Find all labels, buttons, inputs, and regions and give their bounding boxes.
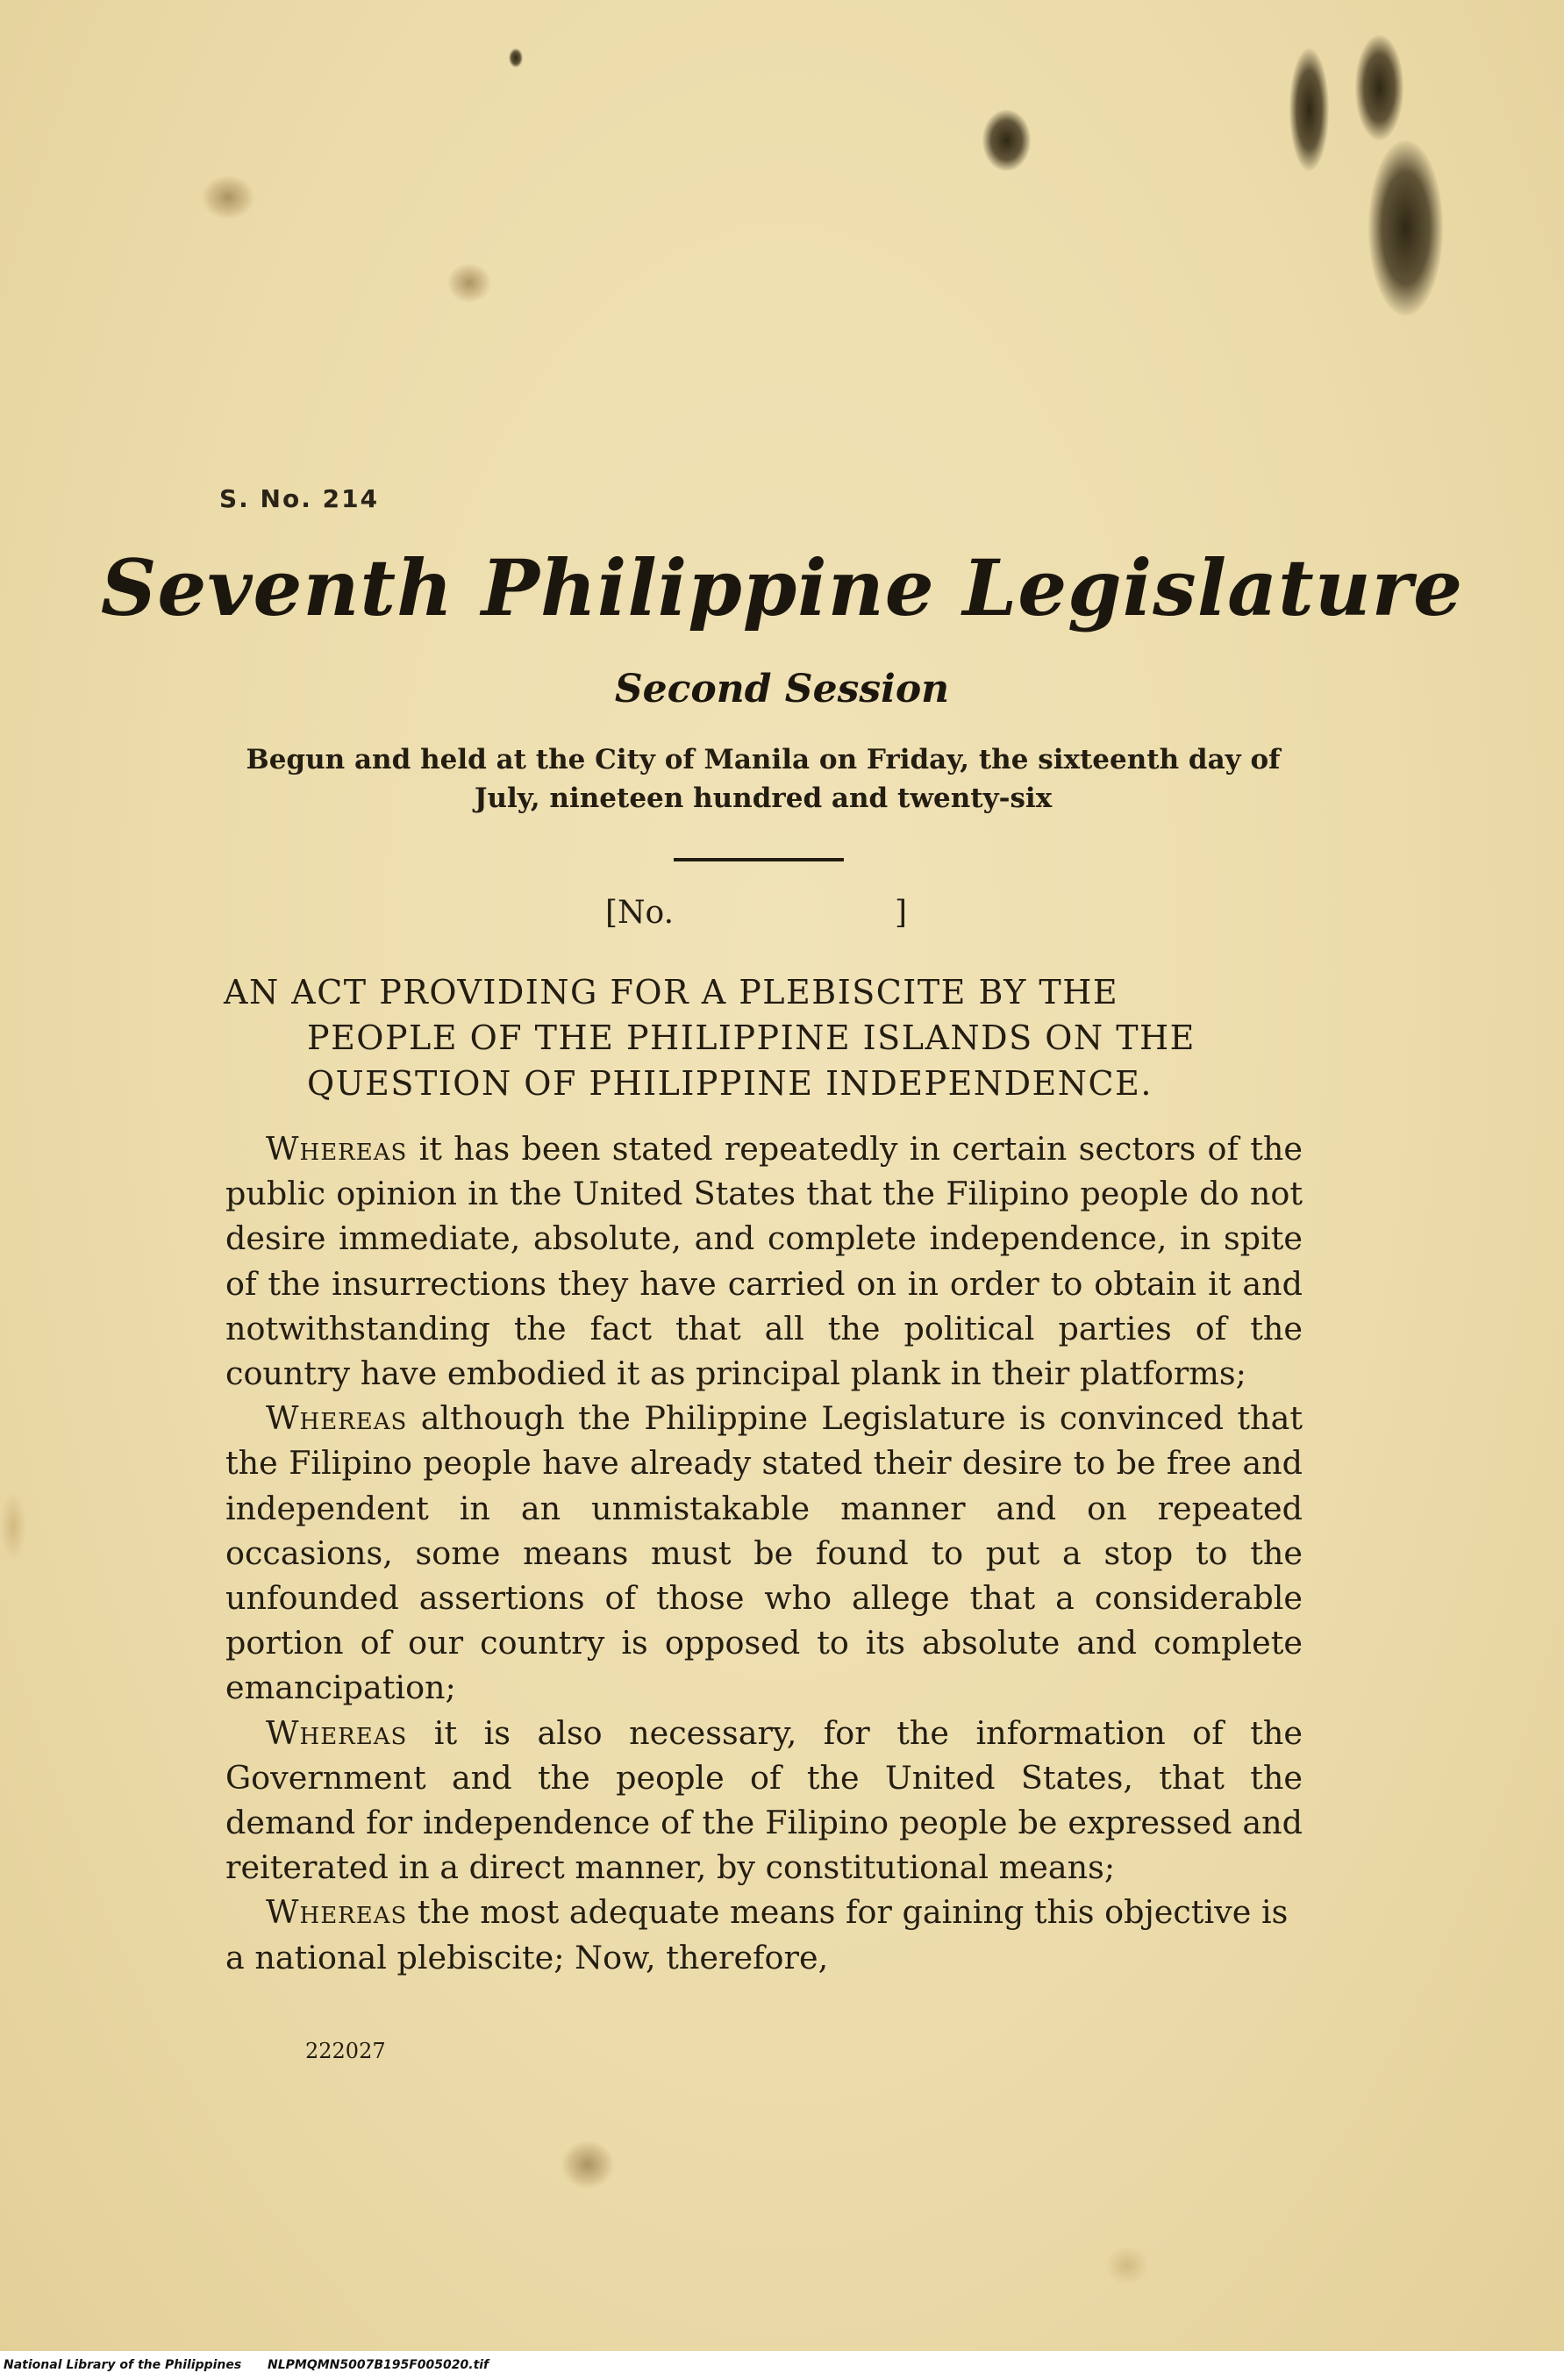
act-title: [224, 969, 1303, 1106]
ink-stain: [1289, 48, 1329, 171]
act-number-close: ]: [895, 895, 908, 931]
whereas-clause: [225, 1890, 1303, 1979]
library-credit: National Library of the Philippines: [4, 2358, 242, 2372]
whereas-clause: [225, 1396, 1303, 1710]
act-title-line: QUESTION OF PHILIPPINE INDEPENDENCE.: [307, 1064, 1153, 1103]
water-stain: [1105, 2246, 1149, 2285]
water-stain: [447, 263, 491, 303]
whereas-text: it is also necessary, for the information of the Government and the people of the United States, that the demand for independence of the Filipino people be expressed and reiterated in a direct manner, by constitutional means;: [225, 1713, 1303, 1887]
whereas-clause: [225, 1126, 1303, 1396]
whereas-lead: Whereas: [266, 1893, 408, 1932]
water-stain: [202, 175, 254, 219]
preamble: [225, 1126, 1303, 1980]
water-stain: [561, 2141, 614, 2189]
whereas-text: it has been stated repeatedly in certain sectors of the public opinion in the United States that the Filipino people do not desire immediate, absolute, and complete independence, in spite of the insurrections they have carried on in order to obtain it and notwithstanding the fact that all the political parties of the country have embodied it as principal plank in their platforms;: [225, 1130, 1303, 1393]
ink-stain: [1368, 140, 1443, 316]
whereas-lead: Whereas: [266, 1399, 408, 1438]
act-title-line: AN ACT PROVIDING FOR A PLEBISCITE BY THE: [224, 973, 1119, 1011]
session-title: Second Session: [614, 667, 950, 711]
print-code-number: 222027: [305, 2039, 386, 2063]
divider-rule: [674, 858, 844, 861]
ink-stain: [509, 48, 523, 68]
water-stain: [0, 1491, 26, 1562]
whereas-text: the most adequate means for gaining this objective is a national plebiscite; Now, therefore,: [225, 1893, 1289, 1976]
scan-file-id: NLPMQMN5007B195F005020.tif: [268, 2358, 489, 2372]
act-number: [605, 895, 908, 931]
whereas-lead: Whereas: [266, 1130, 408, 1168]
senate-bill-number: S. No. 214: [219, 484, 380, 513]
whereas-text: although the Philippine Legislature is convinced that the Filipino people have already stated their desire to be free and independent in an unmistakable manner and on repeated occasions, some means must be found to put a stop to the unfounded assertions of those who allege that a considerable portion of our country is opposed to its absolute and complete emancipation;: [225, 1399, 1303, 1707]
ink-stain: [1355, 35, 1403, 140]
whereas-clause: [225, 1711, 1303, 1890]
ink-stain: [982, 110, 1031, 171]
scan-footer: [0, 2351, 1564, 2380]
legislature-title: Seventh Philippine Legislature: [100, 542, 1464, 633]
session-dateline: Begun and held at the City of Manila on Friday, the sixteenth day of July, nineteen hundred and twenty-six: [246, 744, 1281, 814]
act-number-open: [No.: [605, 895, 675, 931]
whereas-lead: Whereas: [266, 1713, 408, 1752]
act-title-line: PEOPLE OF THE PHILIPPINE ISLANDS ON THE: [307, 1018, 1196, 1057]
